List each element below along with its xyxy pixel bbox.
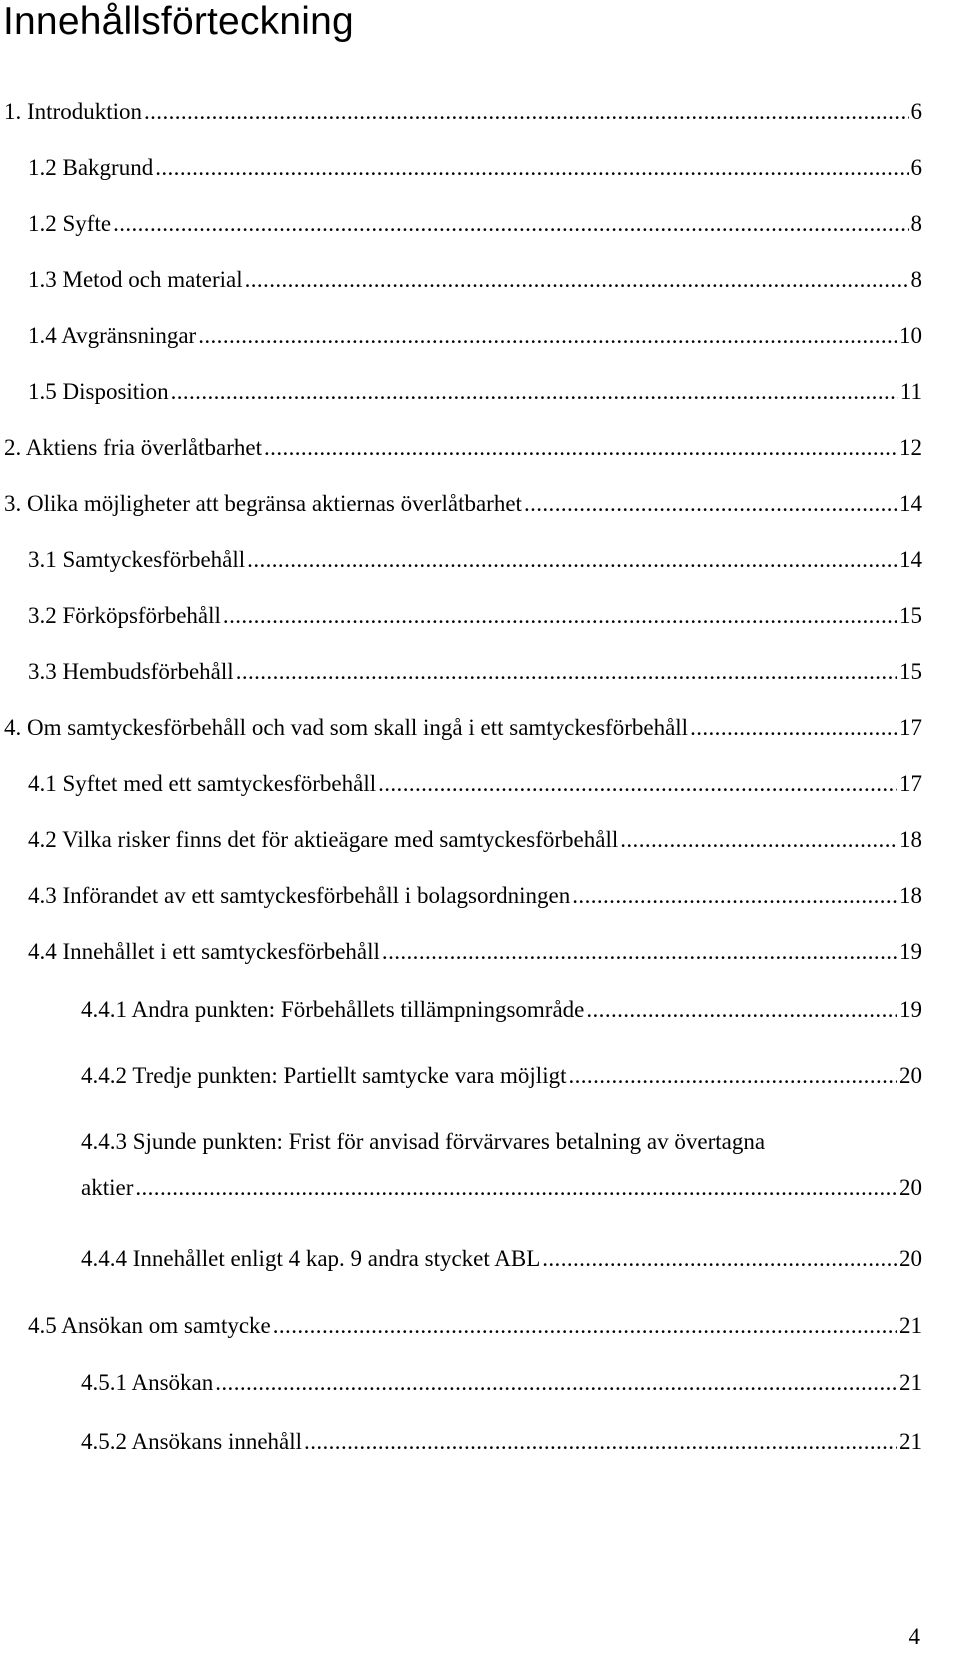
toc-entry [4,98,922,126]
toc-entry-label: 3.1 Samtyckesförbehåll [28,547,246,572]
dot-leader [586,996,897,1024]
toc-entry [28,322,922,350]
toc-entry [4,434,922,462]
toc-entry-page: 19 [899,997,922,1022]
toc-entry-label: 1.2 Syfte [28,211,112,236]
toc-entry [81,1062,922,1090]
toc-entry [81,1245,922,1273]
toc-entry-page: 18 [899,827,922,852]
toc-entry [28,826,922,854]
toc-entry [81,1428,922,1456]
toc-entry [81,996,922,1024]
toc-entry-page: 10 [899,323,922,348]
toc-entry-page: 8 [910,267,922,292]
toc-entry-label: 4.5.2 Ansökans innehåll [81,1429,303,1454]
dot-leader [198,322,897,350]
toc-entry-label: 1.4 Avgränsningar [28,323,197,348]
dot-leader [236,658,897,686]
toc-entry [4,714,922,742]
toc-entry-page: 6 [910,99,922,124]
dot-leader [542,1245,897,1273]
dot-leader [247,546,897,574]
toc-entry [28,1312,922,1340]
toc-entry-label: 1. Introduktion [4,99,142,124]
toc-entry-page: 21 [899,1370,922,1395]
dot-leader [568,1062,897,1090]
toc-entry-label-line1: 4.4.3 Sjunde punkten: Frist för anvisad förvärvares betalning av övertagna [81,1129,766,1154]
toc-entry-label: 4.5.1 Ansökan [81,1370,214,1395]
toc-entry-label: 1.3 Metod och material [28,267,243,292]
toc-heading: Innehållsförteckning [3,0,354,43]
dot-leader [690,714,897,742]
toc-entry-page: 21 [899,1429,922,1454]
toc-entry-page: 15 [899,603,922,628]
toc-entry-wrapped [81,1119,922,1211]
toc-entry-page: 20 [899,1246,922,1271]
toc-entry [4,490,922,518]
dot-leader [304,1428,897,1456]
toc-entry [28,602,922,630]
toc-entry-page: 11 [899,379,922,404]
toc-entry-label: 4.4.1 Andra punkten: Förbehållets tillämpningsområde [81,997,585,1022]
toc-entry-page: 17 [899,771,922,796]
toc-entry [28,266,922,294]
toc-entry-label: 4.1 Syftet med ett samtyckesförbehåll [28,771,377,796]
dot-leader [524,490,897,518]
toc-entry-label: 4.4.4 Innehållet enligt 4 kap. 9 andra stycket ABL [81,1246,541,1271]
dot-leader [171,378,898,406]
toc-entry-label: 1.2 Bakgrund [28,155,154,180]
toc-entry-page: 17 [899,715,922,740]
dot-leader [215,1369,897,1397]
toc-entry-page: 8 [910,211,922,236]
dot-leader [273,1312,897,1340]
toc-entry-page: 21 [899,1313,922,1338]
toc-entry [28,938,922,966]
toc-entry-page: 12 [899,435,922,460]
toc-entry [28,378,922,406]
dot-leader [135,1165,897,1211]
toc-entry-page: 6 [910,155,922,180]
toc-entry-label: 4.4.2 Tredje punkten: Partiellt samtycke vara möjligt [81,1063,567,1088]
toc-entry-label: 4. Om samtyckesförbehåll och vad som skall ingå i ett samtyckesförbehåll [4,715,689,740]
toc-entry-page: 18 [899,883,922,908]
dot-leader [223,602,897,630]
page-number: 4 [908,1624,920,1649]
dot-leader [620,826,897,854]
toc-entry-label: 4.3 Införandet av ett samtyckesförbehåll i bolagsordningen [28,883,571,908]
toc-entry-page: 20 [899,1175,922,1200]
dot-leader [382,938,897,966]
toc-entry-page: 19 [899,939,922,964]
dot-leader [113,210,908,238]
toc-entry-page: 14 [899,491,922,516]
dot-leader [155,154,908,182]
dot-leader [264,434,897,462]
toc-entry [28,882,922,910]
toc-entry-label: 4.5 Ansökan om samtycke [28,1313,271,1338]
toc-entry [28,658,922,686]
dot-leader [572,882,897,910]
toc-entry-label: 2. Aktiens fria överlåtbarhet [4,435,263,460]
dot-leader [378,770,897,798]
toc-entry [28,546,922,574]
toc-entry-page: 14 [899,547,922,572]
toc-entry-label: 1.5 Disposition [28,379,169,404]
toc-entry-label: 3.2 Förköpsförbehåll [28,603,221,628]
toc-entry [28,770,922,798]
toc-entry-label: 4.4 Innehållet i ett samtyckesförbehåll [28,939,380,964]
toc-entry [81,1369,922,1397]
toc-entry-second-line [81,1165,922,1211]
toc-entry-label-line2: aktier [81,1175,134,1200]
dot-leader [245,266,909,294]
toc-entry-page: 15 [899,659,922,684]
toc-entry-page: 20 [899,1063,922,1088]
toc-entry-label: 3.3 Hembudsförbehåll [28,659,234,684]
toc-entry [28,210,922,238]
toc-entry [28,154,922,182]
toc-entry-label: 3. Olika möjligheter att begränsa aktiernas överlåtbarhet [4,491,522,516]
toc-entry-label: 4.2 Vilka risker finns det för aktieägare med samtyckesförbehåll [28,827,619,852]
dot-leader [144,98,909,126]
